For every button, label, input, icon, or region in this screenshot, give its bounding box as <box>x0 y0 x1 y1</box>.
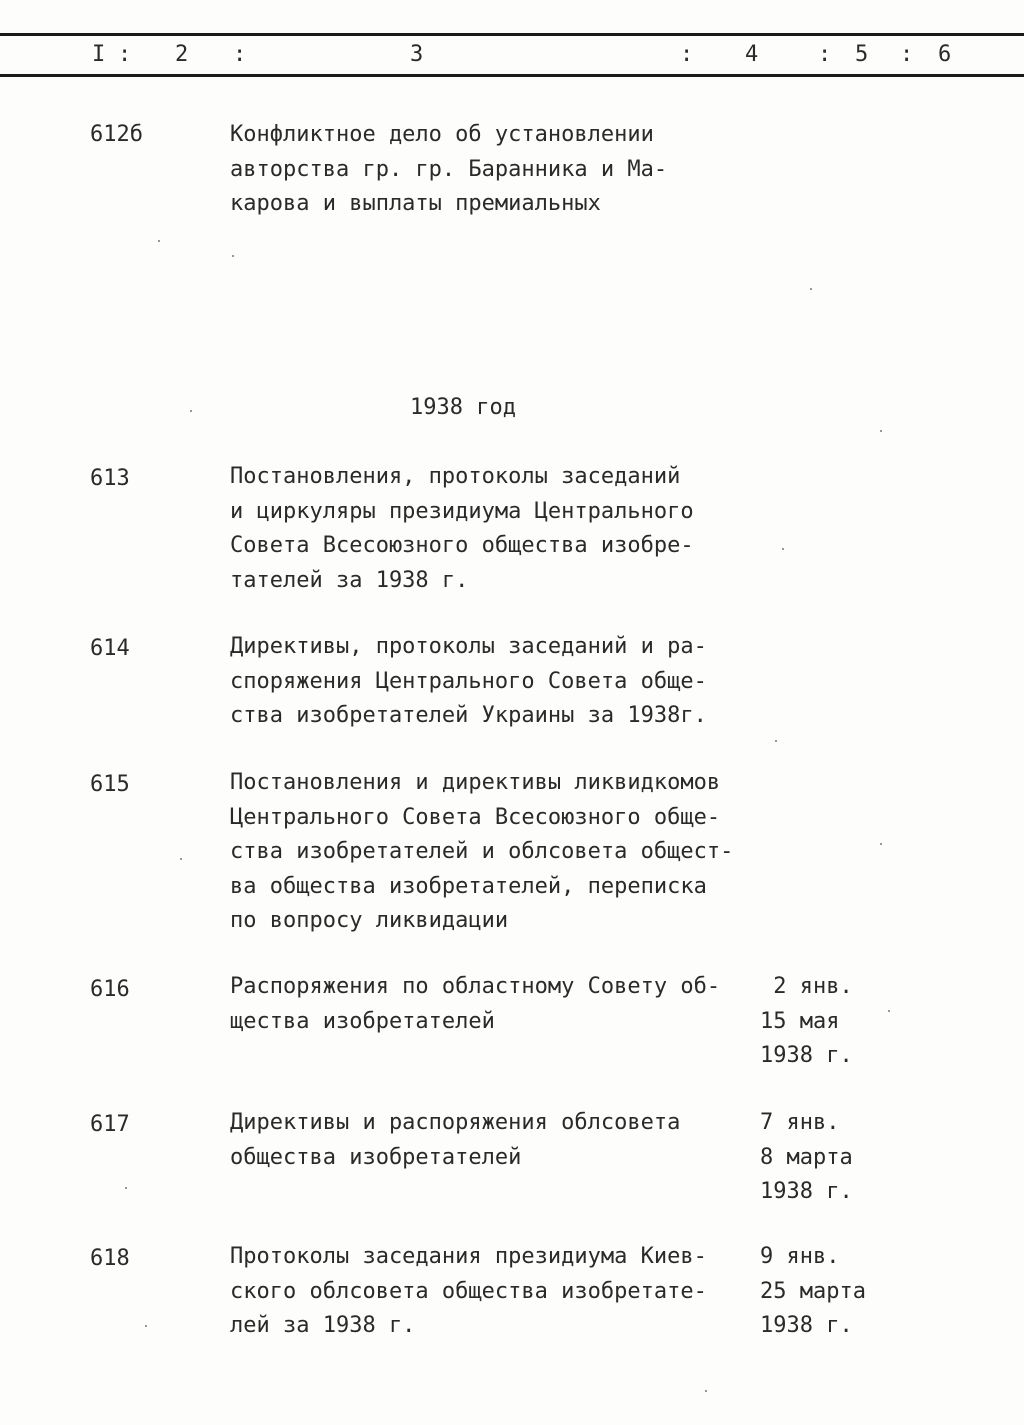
column-separator: : <box>233 42 248 67</box>
description-line: Директивы и распоряжения облсовета <box>230 1110 681 1135</box>
entry-number: 614 <box>90 636 130 661</box>
date-line: 1938 г. <box>760 1043 853 1068</box>
column-header-5: 5 <box>855 42 870 67</box>
scan-speck <box>775 740 777 742</box>
description-line: карова и выплаты премиальных <box>230 191 601 216</box>
entry-dates <box>760 970 853 1074</box>
entry-description <box>230 118 667 222</box>
description-line: щества изобретателей <box>230 1008 495 1034</box>
column-header-3: 3 <box>410 42 425 67</box>
entry-dates <box>760 1240 866 1344</box>
date-line: 15 мая <box>760 1008 840 1034</box>
scan-speck <box>880 843 882 845</box>
entry-number: 617 <box>90 1112 130 1137</box>
description-line: ства изобретателей Украины за 1938г. <box>230 703 707 728</box>
date-line: 25 марта <box>760 1278 866 1304</box>
description-line: Конфликтное дело об установлении <box>230 122 654 147</box>
date-line: 1938 г. <box>760 1179 853 1204</box>
entry-description <box>230 460 694 598</box>
entry-number: 615 <box>90 772 130 797</box>
scan-speck <box>125 1187 127 1189</box>
description-line: лей за 1938 г. <box>230 1313 416 1338</box>
entry-dates <box>760 1106 853 1210</box>
entry-description <box>230 630 707 734</box>
entry-number: 612б <box>90 122 143 147</box>
header-top-rule <box>0 33 1024 36</box>
description-line: по вопросу ликвидации <box>230 908 509 933</box>
description-line: авторства гр. гр. Баранника и Ма- <box>230 156 668 182</box>
description-line: тателей за 1938 г. <box>230 567 469 593</box>
entry-description <box>230 1240 707 1344</box>
description-line: споряжения Центрального Совета обще- <box>230 668 707 694</box>
scan-speck <box>180 858 182 860</box>
entry-description <box>230 766 733 939</box>
scan-speck <box>880 430 882 432</box>
date-line: 1938 г. <box>760 1313 853 1338</box>
section-title: 1938 год <box>410 395 516 420</box>
description-line: Распоряжения по областному Совету об- <box>230 974 721 999</box>
description-line: и циркуляры президиума Центрального <box>230 498 694 524</box>
description-line: Директивы, протоколы заседаний и ра- <box>230 634 707 659</box>
entry-description <box>230 1106 680 1175</box>
description-line: ства изобретателей и облсовета общест- <box>230 839 734 864</box>
column-header-6: 6 <box>938 42 953 67</box>
column-separator: : <box>818 42 833 67</box>
description-line: ского облсовета общества изобретате- <box>230 1278 707 1304</box>
description-line: Протоколы заседания президиума Киев- <box>230 1244 707 1269</box>
description-line: Центрального Совета Всесоюзного обще- <box>230 804 721 830</box>
entry-description <box>230 970 720 1039</box>
date-line: 2 янв. <box>760 974 853 999</box>
scan-speck <box>888 1010 890 1012</box>
scan-speck <box>232 255 234 257</box>
entry-number: 618 <box>90 1246 130 1271</box>
description-line: общества изобретателей <box>230 1144 522 1170</box>
column-header-1: I <box>92 42 107 67</box>
column-separator: : <box>900 42 915 67</box>
date-line: 7 янв. <box>760 1110 840 1135</box>
column-separator: : <box>118 42 133 67</box>
scan-speck <box>810 288 812 290</box>
column-header-2: 2 <box>175 42 190 67</box>
header-bottom-rule <box>0 74 1024 77</box>
description-line: ва общества изобретателей, переписка <box>230 873 707 899</box>
scan-speck <box>782 548 784 550</box>
date-line: 9 янв. <box>760 1244 840 1269</box>
column-header-4: 4 <box>745 42 760 67</box>
entry-number: 616 <box>90 977 130 1002</box>
scan-speck <box>705 1390 707 1392</box>
scan-speck <box>145 1325 147 1327</box>
description-line: Совета Всесоюзного общества изобре- <box>230 533 694 558</box>
date-line: 8 марта <box>760 1144 853 1170</box>
description-line: Постановления и директивы ликвидкомов <box>230 770 721 795</box>
column-separator: : <box>680 42 695 67</box>
description-line: Постановления, протоколы заседаний <box>230 464 681 489</box>
scan-speck <box>158 240 160 242</box>
scan-speck <box>190 410 192 412</box>
entry-number: 613 <box>90 466 130 491</box>
